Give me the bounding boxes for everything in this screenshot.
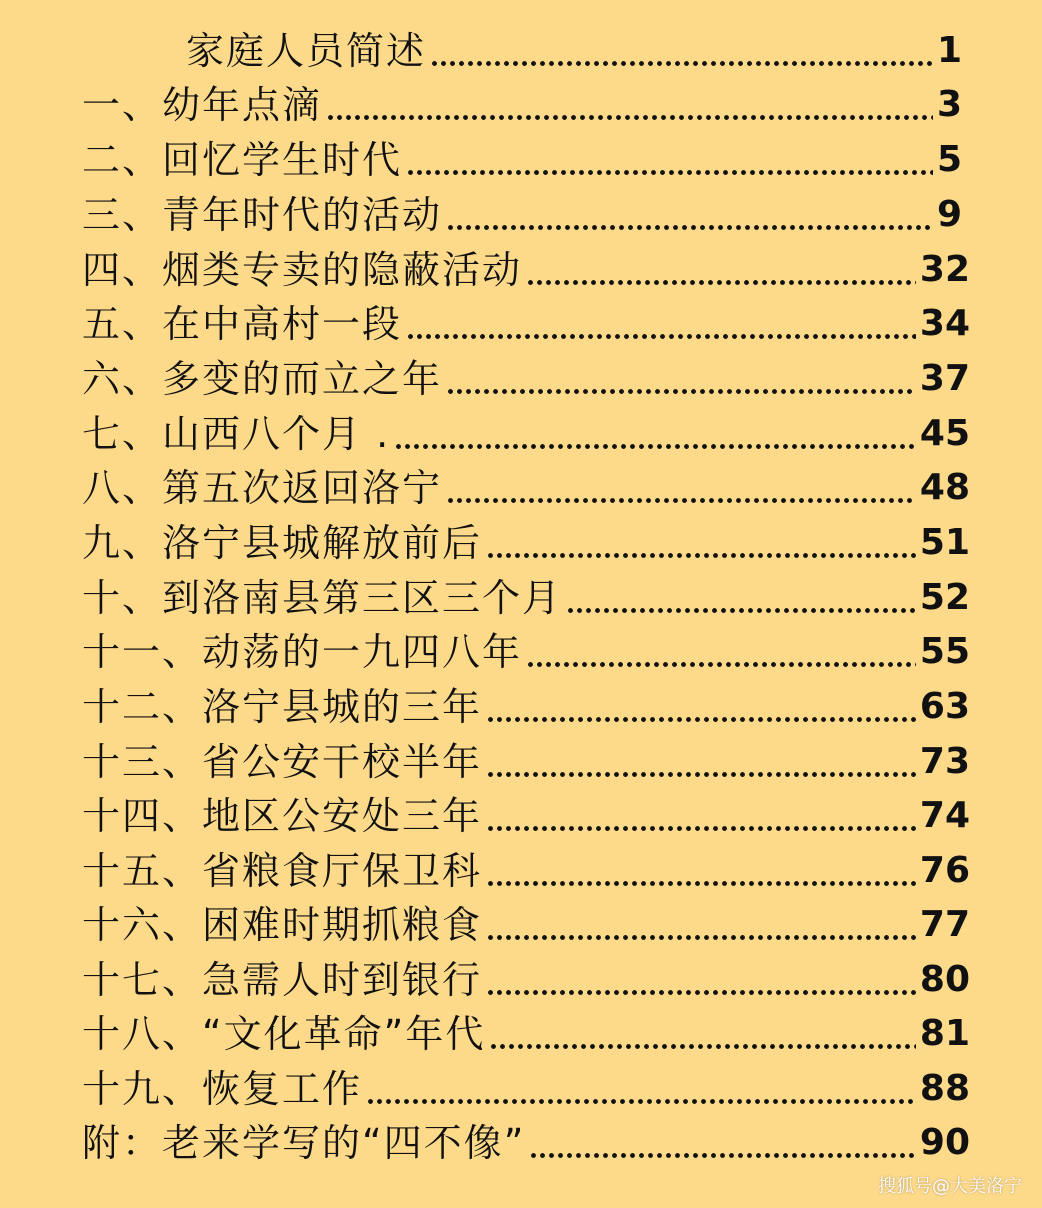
toc-entry-title: 六、多变的而立之年 <box>82 357 443 401</box>
toc-entry-title: 家庭人员简述 <box>186 29 427 73</box>
toc-entry-title: 七、山西八个月 . <box>82 412 391 456</box>
toc-entry <box>82 737 970 787</box>
toc-entry-page: 63 <box>919 686 970 727</box>
toc-entry <box>82 80 962 130</box>
toc-entry <box>82 1064 970 1114</box>
toc-entry-title: 十九、恢复工作 <box>82 1067 363 1111</box>
toc-entry <box>82 190 962 240</box>
dot-leader <box>430 26 933 76</box>
toc-entry-page: 73 <box>919 741 970 782</box>
toc-entry <box>82 791 970 841</box>
toc-entry-page: 1 <box>936 30 962 71</box>
dot-leader <box>406 299 916 349</box>
toc-entry <box>82 1118 970 1168</box>
toc-entry <box>82 354 970 404</box>
toc-entry-title: 十四、地区公安处三年 <box>82 794 483 838</box>
toc-entry <box>82 463 970 513</box>
toc-entry-page: 37 <box>919 358 970 399</box>
toc-entry-page: 3 <box>936 84 962 125</box>
toc-entry-title: 三、青年时代的活动 <box>82 193 443 237</box>
toc-entry <box>82 900 970 950</box>
toc-entry-page: 5 <box>936 139 962 180</box>
toc-entry <box>82 135 962 185</box>
toc-entry-title: 九、洛宁县城解放前后 <box>82 521 483 565</box>
dot-leader <box>446 463 916 513</box>
toc-entry-page: 55 <box>919 631 970 672</box>
dot-leader <box>486 682 916 732</box>
toc-entry <box>82 846 970 896</box>
dot-leader <box>486 791 916 841</box>
toc-entry-page: 9 <box>936 194 962 235</box>
toc-entry-title: 十三、省公安干校半年 <box>82 740 483 784</box>
toc-entry-title: 十八、“文化革命”年代 <box>82 1012 486 1056</box>
toc-entry-page: 74 <box>919 795 970 836</box>
toc-entry-page: 45 <box>919 413 970 454</box>
dot-leader <box>486 737 916 787</box>
toc-entry-title: 四、烟类专卖的隐蔽活动 <box>82 248 523 292</box>
toc-entry-page: 52 <box>919 577 970 618</box>
dot-leader <box>326 80 933 130</box>
dot-leader <box>486 846 916 896</box>
toc-entry-page: 77 <box>919 904 970 945</box>
dot-leader <box>486 900 916 950</box>
toc-entry-page: 88 <box>919 1068 970 1109</box>
toc-entry <box>82 1009 970 1059</box>
toc-entry <box>186 26 962 76</box>
toc-entry-title: 十六、困难时期抓粮食 <box>82 903 483 947</box>
dot-leader <box>446 354 916 404</box>
toc-entry <box>82 409 970 459</box>
dot-leader <box>406 135 933 185</box>
toc-entry <box>82 518 970 568</box>
toc-entry-title: 十五、省粮食厅保卫科 <box>82 849 483 893</box>
toc-entry <box>82 299 970 349</box>
toc-entry <box>82 245 970 295</box>
toc-entry-page: 80 <box>919 959 970 1000</box>
toc-entry-title: 二、回忆学生时代 <box>82 138 403 182</box>
toc-entry <box>82 627 970 677</box>
toc-entry-page: 81 <box>919 1013 970 1054</box>
toc-entry-title: 十二、洛宁县城的三年 <box>82 685 483 729</box>
toc-entry-title: 八、第五次返回洛宁 <box>82 466 443 510</box>
toc-entry <box>82 682 970 732</box>
toc-entry-page: 34 <box>919 303 970 344</box>
dot-leader <box>526 245 916 295</box>
toc-entry-page: 32 <box>919 249 970 290</box>
dot-leader <box>526 627 916 677</box>
toc-entry-page: 51 <box>919 522 970 563</box>
dot-leader <box>486 955 916 1005</box>
toc-entry-page: 76 <box>919 850 970 891</box>
dot-leader <box>446 190 933 240</box>
toc-entry-title: 十、到洛南县第三区三个月 <box>82 576 563 620</box>
dot-leader <box>489 1009 916 1059</box>
dot-leader <box>529 1118 916 1168</box>
toc-entry <box>82 573 970 623</box>
toc-entry-title: 附：老来学写的“四不像” <box>82 1121 526 1165</box>
dot-leader <box>486 518 916 568</box>
dot-leader <box>366 1064 916 1114</box>
toc-entry-title: 十一、动荡的一九四八年 <box>82 630 523 674</box>
toc-entry-title: 五、在中高村一段 <box>82 302 403 346</box>
toc-entry <box>82 955 970 1005</box>
toc-entry-title: 一、幼年点滴 <box>82 83 323 127</box>
toc-entry-page: 48 <box>919 467 970 508</box>
dot-leader <box>566 573 916 623</box>
toc-entry-title: 十七、急需人时到银行 <box>82 958 483 1002</box>
watermark: 搜狐号@大美洛宁 <box>878 1176 1022 1197</box>
toc-entry-page: 90 <box>919 1122 970 1163</box>
dot-leader <box>394 409 916 459</box>
